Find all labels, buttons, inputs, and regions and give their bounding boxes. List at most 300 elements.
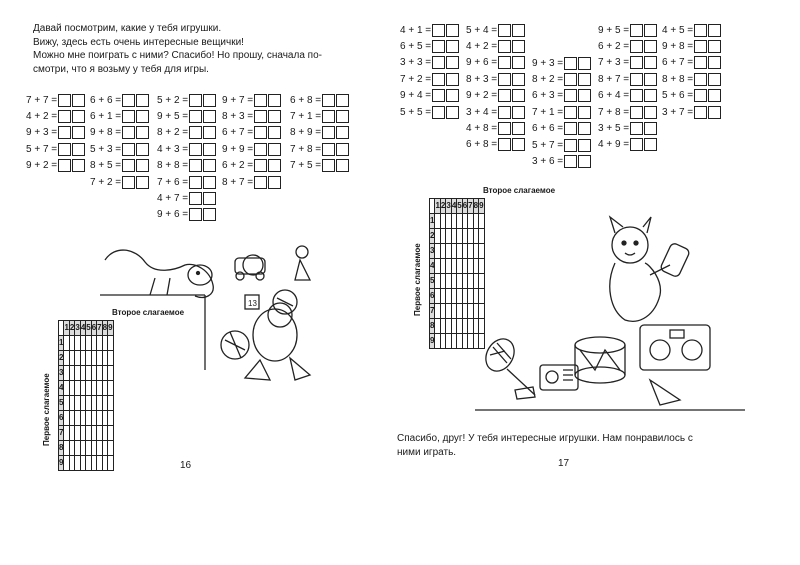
answer-box[interactable] bbox=[72, 126, 85, 139]
exercise-text: 4 + 3 = bbox=[157, 143, 189, 155]
addition-exercise bbox=[26, 158, 85, 174]
exercise-text: 8 + 2 = bbox=[532, 74, 564, 86]
answer-box[interactable] bbox=[189, 110, 202, 123]
answer-box[interactable] bbox=[644, 89, 657, 102]
answer-box[interactable] bbox=[578, 57, 591, 70]
answer-box[interactable] bbox=[578, 73, 591, 86]
answer-box[interactable] bbox=[630, 122, 643, 135]
exercise-text: 7 + 1 = bbox=[532, 106, 564, 118]
answer-box[interactable] bbox=[189, 208, 202, 221]
answer-box[interactable] bbox=[322, 110, 335, 123]
addition-exercise bbox=[90, 141, 149, 157]
answer-box[interactable] bbox=[708, 56, 721, 69]
answer-box[interactable] bbox=[578, 122, 591, 135]
answer-box[interactable] bbox=[254, 143, 267, 156]
answer-box[interactable] bbox=[322, 159, 335, 172]
answer-box[interactable] bbox=[72, 94, 85, 107]
exercise-text: 8 + 7 = bbox=[598, 73, 630, 85]
answer-box[interactable] bbox=[564, 122, 577, 135]
exercise-text: 5 + 2 = bbox=[157, 94, 189, 106]
answer-box[interactable] bbox=[446, 73, 459, 86]
row-header: 2 bbox=[59, 351, 64, 366]
intro-text bbox=[33, 22, 378, 76]
answer-box[interactable] bbox=[578, 89, 591, 102]
row-header: 3 bbox=[59, 366, 64, 381]
row-header: 7 bbox=[59, 426, 64, 441]
exercise-text: 7 + 3 = bbox=[598, 57, 630, 69]
addition-exercise bbox=[662, 55, 721, 71]
page-number: 16 bbox=[180, 460, 192, 471]
addition-exercise bbox=[157, 190, 216, 206]
answer-box[interactable] bbox=[203, 94, 216, 107]
addition-exercise bbox=[598, 71, 657, 87]
exercise-text: 6 + 2 = bbox=[222, 160, 254, 172]
answer-box[interactable] bbox=[446, 89, 459, 102]
exercise-text: 9 + 2 = bbox=[26, 160, 58, 172]
exercise-text: 6 + 4 = bbox=[598, 90, 630, 102]
answer-box[interactable] bbox=[72, 110, 85, 123]
intro-line: Можно мне поиграть с ними? Спасибо! Но прошу, сначала по- bbox=[33, 50, 322, 61]
exercise-text: 6 + 1 = bbox=[90, 111, 122, 123]
sum-cell[interactable] bbox=[108, 441, 113, 456]
answer-box[interactable] bbox=[694, 73, 707, 86]
addition-exercise bbox=[466, 71, 525, 87]
sum-cell[interactable] bbox=[108, 426, 113, 441]
addition-exercise bbox=[532, 153, 591, 169]
answer-box[interactable] bbox=[254, 159, 267, 172]
exercise-text: 3 + 6 = bbox=[532, 156, 564, 168]
exercise-column bbox=[400, 22, 459, 120]
answer-box[interactable] bbox=[122, 126, 135, 139]
answer-box[interactable] bbox=[122, 143, 135, 156]
exercise-text: 7 + 5 = bbox=[290, 160, 322, 172]
exercise-text: 8 + 8 = bbox=[157, 160, 189, 172]
answer-box[interactable] bbox=[203, 126, 216, 139]
addition-exercise bbox=[598, 88, 657, 104]
exercise-text: 9 + 6 = bbox=[466, 57, 498, 69]
exercise-column bbox=[662, 22, 721, 120]
answer-box[interactable] bbox=[644, 106, 657, 119]
addition-exercise bbox=[90, 125, 149, 141]
answer-box[interactable] bbox=[136, 126, 149, 139]
sum-cell[interactable] bbox=[108, 366, 113, 381]
addition-exercise bbox=[400, 38, 459, 54]
row-header: 2 bbox=[430, 229, 435, 244]
answer-box[interactable] bbox=[268, 110, 281, 123]
addition-exercise bbox=[400, 22, 459, 38]
addition-exercise bbox=[222, 125, 281, 141]
answer-box[interactable] bbox=[203, 192, 216, 205]
answer-box[interactable] bbox=[446, 56, 459, 69]
column-header: 7 bbox=[97, 321, 102, 336]
exercise-text: 9 + 5 = bbox=[157, 111, 189, 123]
answer-box[interactable] bbox=[644, 40, 657, 53]
answer-box[interactable] bbox=[512, 89, 525, 102]
answer-box[interactable] bbox=[58, 94, 71, 107]
exercise-text: 6 + 3 = bbox=[532, 90, 564, 102]
addition-exercise bbox=[532, 88, 591, 104]
answer-box[interactable] bbox=[446, 40, 459, 53]
answer-box[interactable] bbox=[432, 40, 445, 53]
answer-box[interactable] bbox=[564, 57, 577, 70]
column-header: 4 bbox=[451, 199, 456, 214]
answer-box[interactable] bbox=[268, 126, 281, 139]
addition-exercise bbox=[466, 88, 525, 104]
answer-box[interactable] bbox=[122, 94, 135, 107]
row-header: 1 bbox=[430, 214, 435, 229]
answer-box[interactable] bbox=[72, 143, 85, 156]
answer-box[interactable] bbox=[564, 89, 577, 102]
exercise-text: 6 + 7 = bbox=[222, 127, 254, 139]
answer-box[interactable] bbox=[512, 106, 525, 119]
addition-exercise bbox=[157, 141, 216, 157]
intro-line: Давай посмотрим, какие у тебя игрушки. bbox=[33, 23, 222, 34]
exercise-column bbox=[466, 22, 525, 153]
answer-box[interactable] bbox=[336, 94, 349, 107]
row-header: 9 bbox=[430, 334, 435, 349]
exercise-text: 6 + 6 = bbox=[532, 123, 564, 135]
answer-box[interactable] bbox=[432, 56, 445, 69]
column-header: 1 bbox=[435, 199, 440, 214]
exercise-text: 5 + 7 = bbox=[26, 143, 58, 155]
row-header: 8 bbox=[59, 441, 64, 456]
addition-exercise bbox=[157, 108, 216, 124]
exercise-text: 7 + 6 = bbox=[157, 176, 189, 188]
row-header: 6 bbox=[59, 411, 64, 426]
row-header: 7 bbox=[430, 304, 435, 319]
answer-box[interactable] bbox=[644, 73, 657, 86]
exercise-text: 9 + 7 = bbox=[222, 94, 254, 106]
answer-box[interactable] bbox=[630, 73, 643, 86]
column-header: 2 bbox=[440, 199, 445, 214]
column-header: 7 bbox=[468, 199, 473, 214]
answer-box[interactable] bbox=[644, 24, 657, 37]
addition-exercise bbox=[532, 55, 591, 71]
answer-box[interactable] bbox=[630, 138, 643, 151]
addition-exercise bbox=[222, 141, 281, 157]
addition-exercise bbox=[662, 38, 721, 54]
row-header: 8 bbox=[430, 319, 435, 334]
answer-box[interactable] bbox=[512, 40, 525, 53]
exercise-text: 7 + 8 = bbox=[290, 143, 322, 155]
addition-exercise bbox=[400, 71, 459, 87]
exercise-text: 9 + 9 = bbox=[222, 143, 254, 155]
exercise-text: 4 + 7 = bbox=[157, 193, 189, 205]
addition-exercise bbox=[157, 92, 216, 108]
answer-box[interactable] bbox=[498, 40, 511, 53]
exercise-column bbox=[26, 92, 85, 174]
answer-box[interactable] bbox=[58, 159, 71, 172]
answer-box[interactable] bbox=[122, 110, 135, 123]
column-header: 2 bbox=[69, 321, 74, 336]
answer-box[interactable] bbox=[644, 56, 657, 69]
answer-box[interactable] bbox=[254, 94, 267, 107]
answer-box[interactable] bbox=[203, 143, 216, 156]
exercise-column bbox=[290, 92, 349, 174]
answer-box[interactable] bbox=[322, 143, 335, 156]
sum-cell[interactable] bbox=[108, 351, 113, 366]
answer-box[interactable] bbox=[708, 73, 721, 86]
addition-exercise bbox=[400, 88, 459, 104]
addition-exercise bbox=[90, 108, 149, 124]
answer-box[interactable] bbox=[268, 176, 281, 189]
answer-box[interactable] bbox=[136, 110, 149, 123]
answer-box[interactable] bbox=[630, 106, 643, 119]
exercise-text: 9 + 2 = bbox=[466, 90, 498, 102]
answer-box[interactable] bbox=[136, 176, 149, 189]
answer-box[interactable] bbox=[203, 208, 216, 221]
answer-box[interactable] bbox=[512, 122, 525, 135]
column-header: 1 bbox=[64, 321, 69, 336]
svg-text:13: 13 bbox=[248, 299, 257, 308]
answer-box[interactable] bbox=[136, 94, 149, 107]
exercise-text: 3 + 7 = bbox=[662, 106, 694, 118]
exercise-column bbox=[90, 92, 149, 190]
answer-box[interactable] bbox=[708, 40, 721, 53]
answer-box[interactable] bbox=[254, 110, 267, 123]
exercise-text: 6 + 5 = bbox=[400, 41, 432, 53]
addition-exercise bbox=[598, 137, 657, 153]
column-header: 9 bbox=[479, 199, 484, 214]
answer-box[interactable] bbox=[564, 73, 577, 86]
answer-box[interactable] bbox=[432, 73, 445, 86]
addition-exercise bbox=[90, 174, 149, 190]
column-header: 3 bbox=[75, 321, 80, 336]
exercise-text: 7 + 1 = bbox=[290, 111, 322, 123]
answer-box[interactable] bbox=[336, 110, 349, 123]
answer-box[interactable] bbox=[122, 159, 135, 172]
exercise-column bbox=[157, 92, 216, 223]
row-header: 5 bbox=[430, 274, 435, 289]
answer-box[interactable] bbox=[694, 56, 707, 69]
answer-box[interactable] bbox=[708, 89, 721, 102]
sum-cell[interactable] bbox=[108, 381, 113, 396]
answer-box[interactable] bbox=[268, 159, 281, 172]
exercise-column bbox=[222, 92, 281, 190]
exercise-text: 6 + 8 = bbox=[466, 139, 498, 151]
exercise-text: 8 + 9 = bbox=[290, 127, 322, 139]
answer-box[interactable] bbox=[254, 126, 267, 139]
row-header: 6 bbox=[430, 289, 435, 304]
answer-box[interactable] bbox=[630, 89, 643, 102]
addition-exercise bbox=[466, 55, 525, 71]
addition-exercise bbox=[290, 92, 349, 108]
exercise-text: 8 + 8 = bbox=[662, 73, 694, 85]
answer-box[interactable] bbox=[58, 126, 71, 139]
sum-cell[interactable] bbox=[108, 411, 113, 426]
answer-box[interactable] bbox=[136, 159, 149, 172]
answer-box[interactable] bbox=[578, 139, 591, 152]
answer-box[interactable] bbox=[336, 159, 349, 172]
answer-box[interactable] bbox=[203, 110, 216, 123]
answer-box[interactable] bbox=[58, 110, 71, 123]
outro-line: Спасибо, друг! У тебя интересные игрушки. Нам понравилось с bbox=[397, 433, 693, 444]
exercise-text: 7 + 2 = bbox=[400, 73, 432, 85]
exercise-text: 9 + 6 = bbox=[157, 209, 189, 221]
table-side-label: Первое слагаемое bbox=[413, 243, 422, 316]
addition-exercise bbox=[598, 38, 657, 54]
exercise-text: 3 + 4 = bbox=[466, 106, 498, 118]
column-header: 5 bbox=[86, 321, 91, 336]
addition-exercise bbox=[222, 108, 281, 124]
addition-exercise bbox=[290, 141, 349, 157]
addition-exercise bbox=[157, 125, 216, 141]
answer-box[interactable] bbox=[189, 94, 202, 107]
addition-grid bbox=[58, 320, 114, 471]
addition-exercise bbox=[598, 104, 657, 120]
answer-box[interactable] bbox=[512, 138, 525, 151]
exercise-text: 8 + 7 = bbox=[222, 176, 254, 188]
answer-box[interactable] bbox=[58, 143, 71, 156]
answer-box[interactable] bbox=[630, 56, 643, 69]
answer-box[interactable] bbox=[136, 143, 149, 156]
row-header: 3 bbox=[430, 244, 435, 259]
row-header: 9 bbox=[59, 456, 64, 471]
exercise-text: 5 + 3 = bbox=[90, 143, 122, 155]
addition-exercise bbox=[157, 174, 216, 190]
addition-exercise bbox=[157, 207, 216, 223]
answer-box[interactable] bbox=[498, 73, 511, 86]
addition-exercise bbox=[662, 88, 721, 104]
table-top-label: Второе слагаемое bbox=[482, 186, 556, 195]
answer-box[interactable] bbox=[203, 176, 216, 189]
exercise-text: 8 + 5 = bbox=[90, 160, 122, 172]
answer-box[interactable] bbox=[512, 24, 525, 37]
exercise-text: 5 + 7 = bbox=[532, 139, 564, 151]
answer-box[interactable] bbox=[322, 126, 335, 139]
answer-box[interactable] bbox=[708, 106, 721, 119]
sum-cell[interactable] bbox=[108, 396, 113, 411]
answer-box[interactable] bbox=[564, 139, 577, 152]
answer-box[interactable] bbox=[578, 106, 591, 119]
sum-cell[interactable] bbox=[108, 336, 113, 351]
sum-cell[interactable] bbox=[108, 456, 113, 471]
answer-box[interactable] bbox=[512, 73, 525, 86]
answer-box[interactable] bbox=[498, 56, 511, 69]
addition-exercise bbox=[26, 92, 85, 108]
addition-exercise bbox=[532, 104, 591, 120]
exercise-text: 9 + 5 = bbox=[598, 24, 630, 36]
addition-exercise bbox=[222, 158, 281, 174]
addition-exercise bbox=[157, 158, 216, 174]
answer-box[interactable] bbox=[322, 94, 335, 107]
column-header: 6 bbox=[91, 321, 96, 336]
answer-box[interactable] bbox=[189, 143, 202, 156]
answer-box[interactable] bbox=[644, 138, 657, 151]
addition-exercise bbox=[26, 108, 85, 124]
answer-box[interactable] bbox=[122, 176, 135, 189]
addition-exercise bbox=[90, 158, 149, 174]
exercise-text: 8 + 3 = bbox=[222, 111, 254, 123]
addition-exercise bbox=[598, 22, 657, 38]
page-number: 17 bbox=[558, 458, 570, 469]
row-header: 1 bbox=[59, 336, 64, 351]
answer-box[interactable] bbox=[630, 40, 643, 53]
answer-box[interactable] bbox=[694, 106, 707, 119]
right-page bbox=[397, 0, 800, 565]
addition-exercise bbox=[90, 92, 149, 108]
intro-line: Вижу, здесь есть очень интересные вещички! bbox=[33, 36, 244, 48]
answer-box[interactable] bbox=[498, 138, 511, 151]
addition-exercise bbox=[400, 104, 459, 120]
outro-text bbox=[397, 432, 777, 459]
exercise-text: 9 + 8 = bbox=[90, 127, 122, 139]
answer-box[interactable] bbox=[694, 89, 707, 102]
answer-box[interactable] bbox=[336, 143, 349, 156]
exercise-column bbox=[532, 55, 591, 170]
answer-box[interactable] bbox=[189, 159, 202, 172]
answer-box[interactable] bbox=[432, 24, 445, 37]
answer-box[interactable] bbox=[708, 24, 721, 37]
answer-box[interactable] bbox=[498, 89, 511, 102]
exercise-text: 3 + 5 = bbox=[598, 123, 630, 135]
answer-box[interactable] bbox=[564, 106, 577, 119]
answer-box[interactable] bbox=[189, 192, 202, 205]
answer-box[interactable] bbox=[512, 56, 525, 69]
answer-box[interactable] bbox=[446, 106, 459, 119]
exercise-text: 7 + 8 = bbox=[598, 106, 630, 118]
addition-exercise bbox=[290, 108, 349, 124]
answer-box[interactable] bbox=[498, 106, 511, 119]
exercise-text: 5 + 4 = bbox=[466, 24, 498, 36]
answer-box[interactable] bbox=[694, 40, 707, 53]
addition-exercise bbox=[662, 22, 721, 38]
addition-exercise bbox=[26, 141, 85, 157]
column-header: 4 bbox=[80, 321, 85, 336]
addition-exercise bbox=[532, 137, 591, 153]
exercise-column bbox=[598, 22, 657, 153]
table-side-label: Первое слагаемое bbox=[42, 373, 51, 446]
answer-box[interactable] bbox=[630, 24, 643, 37]
cat-and-toys-illustration bbox=[455, 215, 755, 415]
answer-box[interactable] bbox=[432, 106, 445, 119]
answer-box[interactable] bbox=[564, 155, 577, 168]
addition-exercise bbox=[466, 137, 525, 153]
answer-box[interactable] bbox=[432, 89, 445, 102]
addition-exercise bbox=[598, 55, 657, 71]
answer-box[interactable] bbox=[254, 176, 267, 189]
answer-box[interactable] bbox=[203, 159, 216, 172]
exercise-text: 9 + 3 = bbox=[26, 127, 58, 139]
answer-box[interactable] bbox=[189, 176, 202, 189]
answer-box[interactable] bbox=[72, 159, 85, 172]
answer-box[interactable] bbox=[446, 24, 459, 37]
exercise-text: 4 + 2 = bbox=[26, 111, 58, 123]
addition-exercise bbox=[26, 125, 85, 141]
answer-box[interactable] bbox=[268, 143, 281, 156]
addition-exercise bbox=[466, 22, 525, 38]
answer-box[interactable] bbox=[336, 126, 349, 139]
exercise-text: 4 + 2 = bbox=[466, 41, 498, 53]
answer-box[interactable] bbox=[578, 155, 591, 168]
table-top-label: Второе слагаемое bbox=[111, 308, 185, 317]
answer-box[interactable] bbox=[498, 24, 511, 37]
outro-line: ними играть. bbox=[397, 446, 457, 458]
answer-box[interactable] bbox=[268, 94, 281, 107]
column-header: 3 bbox=[446, 199, 451, 214]
addition-exercise bbox=[222, 174, 281, 190]
exercise-text: 8 + 2 = bbox=[157, 127, 189, 139]
exercise-text: 5 + 6 = bbox=[662, 90, 694, 102]
column-header: 9 bbox=[108, 321, 113, 336]
answer-box[interactable] bbox=[498, 122, 511, 135]
answer-box[interactable] bbox=[644, 122, 657, 135]
answer-box[interactable] bbox=[694, 24, 707, 37]
addition-exercise bbox=[466, 120, 525, 136]
addition-exercise bbox=[532, 121, 591, 137]
answer-box[interactable] bbox=[189, 126, 202, 139]
exercise-text: 4 + 1 = bbox=[400, 24, 432, 36]
